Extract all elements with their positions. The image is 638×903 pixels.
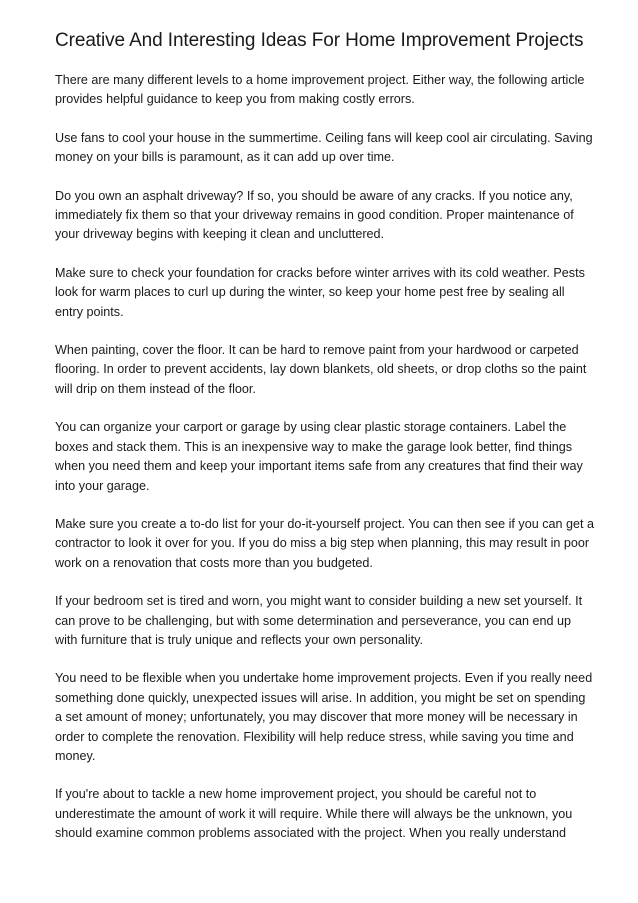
paragraph-4: Make sure to check your foundation for cracks before winter arrives with its cold weather. Pests look for warm places to curl up during the winter, so keep your home pest free by sealing all entry points. xyxy=(55,265,585,319)
paragraph-10: If you're about to tackle a new home improvement project, you should be careful not to underestimate the amount of work it will require. While there will always be the unknown, you should examine common problems associated with the project. When you really understand xyxy=(55,787,573,841)
paragraph-3: Do you own an asphalt driveway? If so, you should be aware of any cracks. If you notice any, immediately fix them so that your driveway remains in good condition. Proper maintenance of your driveway begins with keeping it clean and uncluttered. xyxy=(55,188,574,242)
paragraph-8: If your bedroom set is tired and worn, you might want to consider building a new set yourself. It can prove to be challenging, but with some determination and perseverance, you can end up with furniture that is truly unique and reflects your own personality. xyxy=(55,594,583,647)
paragraph-2: Use fans to cool your house in the summertime. Ceiling fans will keep cool air circulating. Saving money on your bills is paramount, as it can add up over time. xyxy=(55,130,593,165)
document-page xyxy=(55,30,595,863)
paragraph-6: You can organize your carport or garage by using clear plastic storage containers. Label the boxes and stack them. This is an inexpensive way to make the garage look better, find things when you need them and keep your important items safe from any creatures that find their way into your garage. xyxy=(55,420,583,493)
paragraph-9: You need to be flexible when you undertake home improvement projects. Even if you really need something done quickly, unexpected issues will arise. In addition, you might be set on spending a set amount of money; unfortunately, you may discover that more money will be necessary in order to complete the renovation. Flexibility will help reduce stress, while saving you time and money. xyxy=(55,671,593,763)
paragraph-5: When painting, cover the floor. It can be hard to remove paint from your hardwood or carpeted flooring. In order to prevent accidents, lay down blankets, old sheets, or drop cloths so the paint will drip on them instead of the floor. xyxy=(55,343,587,396)
paragraph-1: There are many different levels to a home improvement project. Either way, the following article provides helpful guidance to keep you from making costly errors. xyxy=(55,73,585,107)
paragraph-7: Make sure you create a to-do list for your do-it-yourself project. You can then see if you can get a contractor to look it over for you. If you do miss a big step when planning, this may result in poor work on a renovation that costs more than you budgeted. xyxy=(55,516,595,570)
document-title: Creative And Interesting Ideas For Home Improvement Projects xyxy=(55,30,584,51)
